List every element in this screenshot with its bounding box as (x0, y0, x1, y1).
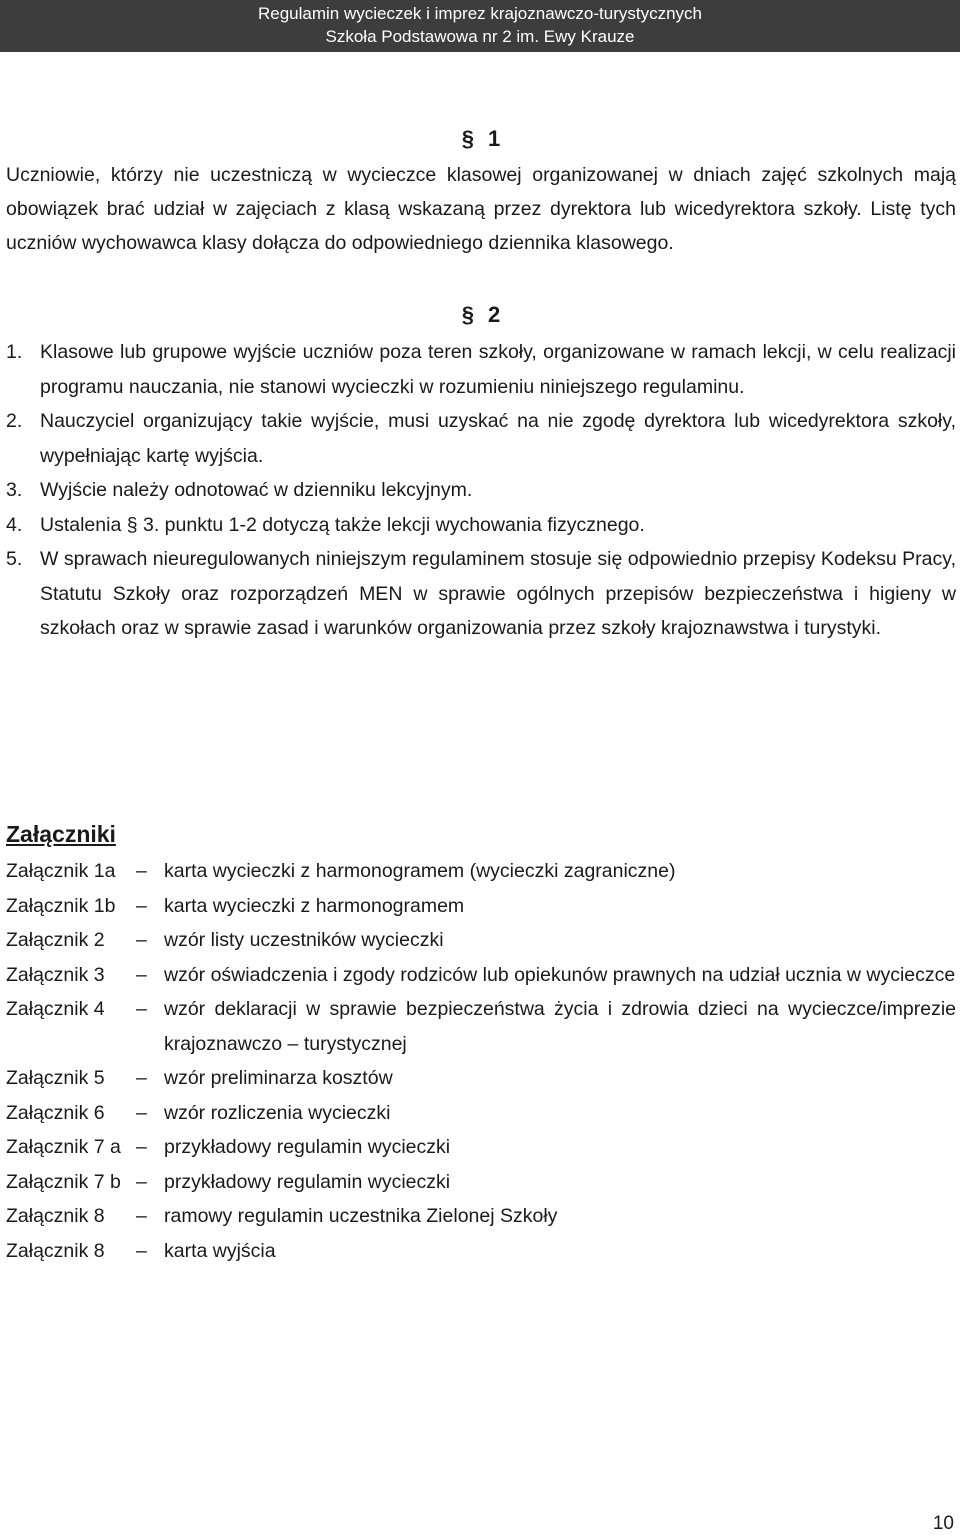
attachment-name: Załącznik 5 (6, 1067, 105, 1089)
attachment-row (6, 854, 956, 889)
page-header (0, 0, 960, 52)
item-text: Nauczyciel organizujący takie wyjście, musi uzyskać na nie zgodę dyrektora lub wicedyrektora szkoły, wypełniając kartę wyjścia. (40, 410, 956, 467)
attachment-row (6, 1199, 956, 1234)
attachment-dash: – (136, 1239, 147, 1262)
attachment-dash: – (136, 963, 147, 986)
attachment-description: karta wycieczki z harmonogramem (164, 894, 465, 917)
header-title: Regulamin wycieczek i imprez krajoznawczo-turystycznych (257, 4, 703, 23)
attachment-row (6, 1096, 956, 1131)
list-item (6, 404, 956, 473)
attachment-name: Załącznik 8 (6, 1239, 105, 1262)
section-symbol: § (461, 126, 474, 151)
page-number: 10 (932, 1513, 954, 1534)
item-text: Klasowe lub grupowe wyjście uczniów poza teren szkoły, organizowane w ramach lekcji, w celu realizacji programu nauczania, nie stanowi wycieczki w rozumieniu niniejszego regulaminu. (40, 341, 956, 398)
attachment-name: Załącznik 7 a (6, 1136, 121, 1158)
attachment-dash: – (136, 1101, 147, 1124)
list-item (6, 335, 956, 404)
header-subtitle: Szkoła Podstawowa nr 2 im. Ewy Krauze (325, 27, 635, 46)
attachment-row (6, 1165, 956, 1200)
numbered-list (6, 335, 956, 646)
item-text: W sprawach nieuregulowanych niniejszym regulaminem stosuje się odpowiednio przepisy Kodeksu Pracy, Statutu Szkoły oraz rozporządzeń MEN w sprawie ogólnych przepisów bezpieczeństwa i higieny w szkołach oraz w sprawie zasad i warunków organizowania przez szkoły krajoznawstwa i turystyki. (40, 548, 956, 639)
item-text: Wyjście należy odnotować w dzienniku lekcyjnym. (40, 479, 473, 501)
attachment-dash: – (136, 860, 147, 882)
intro-paragraph: Uczniowie, którzy nie uczestniczą w wycieczce klasowej organizowanej w dniach zajęć szkolnych mają obowiązek brać udział w zajęciach z klasą wskazaną przez dyrektora lub wicedyrektora szkoły. Listę tych uczniów wychowawca klasy dołącza do odpowiedniego dziennika klasowego. (6, 164, 956, 254)
attachment-dash: – (136, 1136, 147, 1158)
list-item (6, 542, 956, 646)
attachment-row (6, 889, 956, 924)
attachment-name: Załącznik 1a (6, 860, 116, 882)
attachment-name: Załącznik 7 b (6, 1170, 121, 1193)
attachment-row (6, 992, 956, 1061)
attachment-description: karta wycieczki z harmonogramem (wycieczki zagraniczne) (164, 860, 676, 882)
section-heading-1 (6, 124, 956, 154)
attachment-name: Załącznik 4 (6, 998, 105, 1020)
attachment-name: Załącznik 8 (6, 1205, 105, 1227)
attachment-row (6, 958, 956, 993)
item-number: 2. (6, 410, 23, 432)
attachment-name: Załącznik 2 (6, 929, 105, 951)
attachment-row (6, 923, 956, 958)
attachment-row (6, 1130, 956, 1165)
item-number: 5. (6, 548, 23, 570)
attachment-description: karta wyjścia (164, 1239, 276, 1262)
attachment-description: ramowy regulamin uczestnika Zielonej Szkoły (164, 1205, 558, 1227)
item-number: 3. (6, 479, 23, 501)
item-number: 1. (6, 341, 23, 363)
attachment-description: przykładowy regulamin wycieczki (164, 1136, 451, 1158)
attachment-description: wzór deklaracji w sprawie bezpieczeństwa życia i zdrowia dzieci na wycieczce/imprezie krajoznawczo – turystycznej (164, 998, 956, 1055)
list-item (6, 473, 956, 508)
attachments-heading: Załączniki (6, 821, 116, 847)
attachment-name: Załącznik 1b (6, 894, 116, 917)
attachment-name: Załącznik 3 (6, 963, 105, 986)
section-number: 1 (488, 126, 501, 151)
attachment-description: wzór preliminarza kosztów (164, 1067, 393, 1089)
item-number: 4. (6, 513, 23, 536)
list-item (6, 508, 956, 543)
section-symbol: § (461, 302, 474, 327)
attachment-dash: – (136, 998, 147, 1020)
section-heading-2 (6, 300, 956, 330)
attachment-dash: – (136, 894, 147, 917)
attachment-dash: – (136, 929, 147, 951)
item-text: Ustalenia § 3. punktu 1-2 dotyczą także lekcji wychowania fizycznego. (40, 513, 645, 536)
attachment-dash: – (136, 1205, 147, 1227)
attachments-list (6, 854, 956, 1268)
attachment-description: wzór listy uczestników wycieczki (164, 929, 444, 951)
attachment-name: Załącznik 6 (6, 1101, 105, 1124)
attachment-dash: – (136, 1170, 147, 1193)
attachment-description: przykładowy regulamin wycieczki (164, 1170, 451, 1193)
section-number: 2 (488, 302, 501, 327)
attachment-row (6, 1061, 956, 1096)
attachment-dash: – (136, 1067, 147, 1089)
attachment-row (6, 1234, 956, 1269)
attachment-description: wzór rozliczenia wycieczki (164, 1101, 391, 1124)
attachment-description: wzór oświadczenia i zgody rodziców lub opiekunów prawnych na udział ucznia w wycieczce (164, 963, 956, 986)
